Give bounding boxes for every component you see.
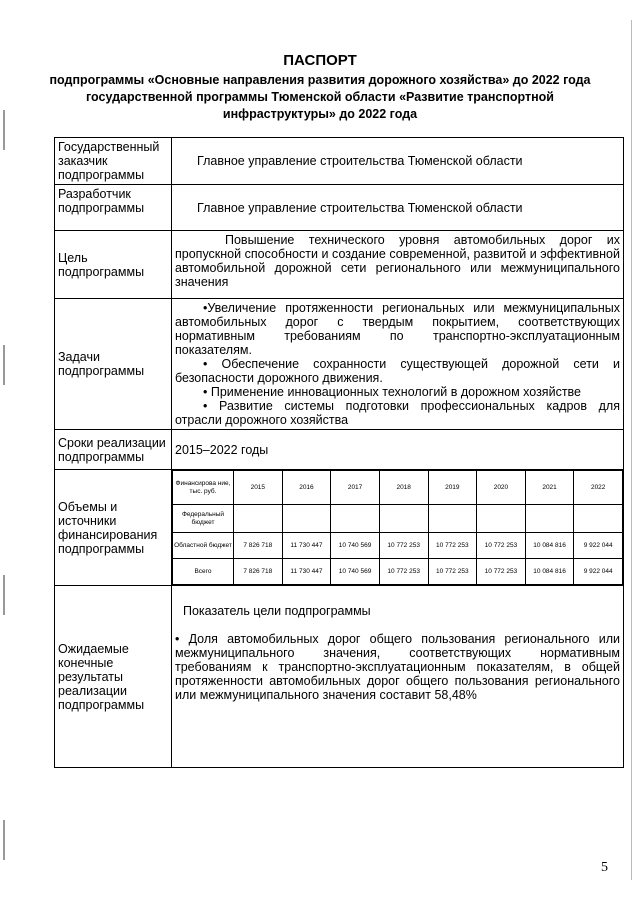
total-row	[173, 559, 623, 585]
year-cell: 2021	[525, 471, 574, 505]
results-text: • Доля автомобильных дорог общего пользования регионального или межмуниципального значения, соответствующих нормативным требованиям к транспортно-эксплуатационным показателям, в общей протяженности автомобильных дорог общего пользования регионального или межмуниципального значения составит 58,48%	[175, 632, 620, 702]
year-cell: 2017	[331, 471, 380, 505]
regional-value: 10 772 253	[428, 533, 477, 559]
funding-table	[172, 470, 623, 585]
year-cell: 2020	[477, 471, 526, 505]
passport-subtitle: подпрограммы «Основные направления развития дорожного хозяйства» до 2022 года государственной программы Тюменской области «Развитие транспортной инфраструктуры» до 2022 года	[49, 73, 591, 121]
results-value	[172, 586, 624, 768]
federal-row	[173, 505, 623, 533]
funding-label: Объемы и источники финансирования подпрограммы	[55, 470, 172, 586]
passport-table	[54, 137, 624, 768]
row-customer	[55, 138, 624, 185]
year-cell: 2015	[234, 471, 283, 505]
total-value: 10 772 253	[428, 559, 477, 585]
regional-row	[173, 533, 623, 559]
task-item: •Увеличение протяженности региональных или межмуниципальных автомобильных дорог с твердым покрытием, соответствующих нормативным требованиям по транспортно-эксплуатационным показателям.	[175, 301, 620, 357]
developer-value: Главное управление строительства Тюменской области	[172, 185, 624, 231]
total-value: 10 772 253	[379, 559, 428, 585]
total-value: 9 922 044	[574, 559, 623, 585]
results-heading: Показатель цели подпрограммы	[183, 604, 371, 618]
task-item: • Развитие системы подготовки профессиональных кадров для отрасли дорожного хозяйства	[175, 399, 620, 427]
results-label: Ожидаемые конечные результаты реализации подпрограммы	[55, 586, 172, 768]
regional-value: 10 772 253	[379, 533, 428, 559]
regional-value: 10 772 253	[477, 533, 526, 559]
total-value: 11 730 447	[282, 559, 331, 585]
row-funding	[55, 470, 624, 586]
scan-edge-mark	[3, 110, 5, 150]
scan-edge-mark	[3, 575, 5, 615]
row-results	[55, 586, 624, 768]
scan-edge-mark	[631, 20, 632, 880]
terms-label: Сроки реализации подпрограммы	[55, 430, 172, 470]
regional-value: 10 740 569	[331, 533, 380, 559]
regional-value: 7 826 718	[234, 533, 283, 559]
terms-value: 2015–2022 годы	[172, 430, 624, 470]
regional-value: 9 922 044	[574, 533, 623, 559]
page-number: 5	[601, 860, 608, 875]
regional-label: Областной бюджет	[173, 533, 234, 559]
year-cell: 2016	[282, 471, 331, 505]
federal-label: Федеральный бюджет	[173, 505, 234, 533]
developer-label: Разработчик подпрограммы	[55, 185, 172, 231]
funding-header-label: Финансирова ние, тыс. руб.	[173, 471, 234, 505]
row-goal	[55, 231, 624, 299]
row-developer	[55, 185, 624, 231]
total-value: 10 084 816	[525, 559, 574, 585]
row-tasks	[55, 299, 624, 430]
year-cell: 2019	[428, 471, 477, 505]
tasks-label: Задачи подпрограммы	[55, 299, 172, 430]
row-terms	[55, 430, 624, 470]
funding-header-row	[173, 471, 623, 505]
goal-value: Повышение технического уровня автомобильных дорог их пропускной способности и создание современной, развитой и эффективной автомобильной дорожной сети регионального или межмуниципального значения	[172, 231, 624, 299]
total-value: 7 826 718	[234, 559, 283, 585]
year-cell: 2018	[379, 471, 428, 505]
goal-label: Цель подпрограммы	[55, 231, 172, 299]
total-value: 10 772 253	[477, 559, 526, 585]
customer-label: Государственный заказчик подпрограммы	[55, 138, 172, 185]
regional-value: 11 730 447	[282, 533, 331, 559]
scan-edge-mark	[3, 820, 5, 860]
scan-edge-mark	[3, 345, 5, 385]
task-item: • Обеспечение сохранности существующей дорожной сети и безопасности дорожного движения.	[175, 357, 620, 385]
tasks-value	[172, 299, 624, 430]
regional-value: 10 084 816	[525, 533, 574, 559]
year-cell: 2022	[574, 471, 623, 505]
funding-cell	[172, 470, 624, 586]
total-value: 10 740 569	[331, 559, 380, 585]
task-item: • Применение инновационных технологий в дорожном хозяйстве	[203, 385, 581, 399]
total-label: Всего	[173, 559, 234, 585]
passport-title: ПАСПОРТ	[283, 52, 357, 69]
customer-value: Главное управление строительства Тюменской области	[172, 138, 624, 185]
